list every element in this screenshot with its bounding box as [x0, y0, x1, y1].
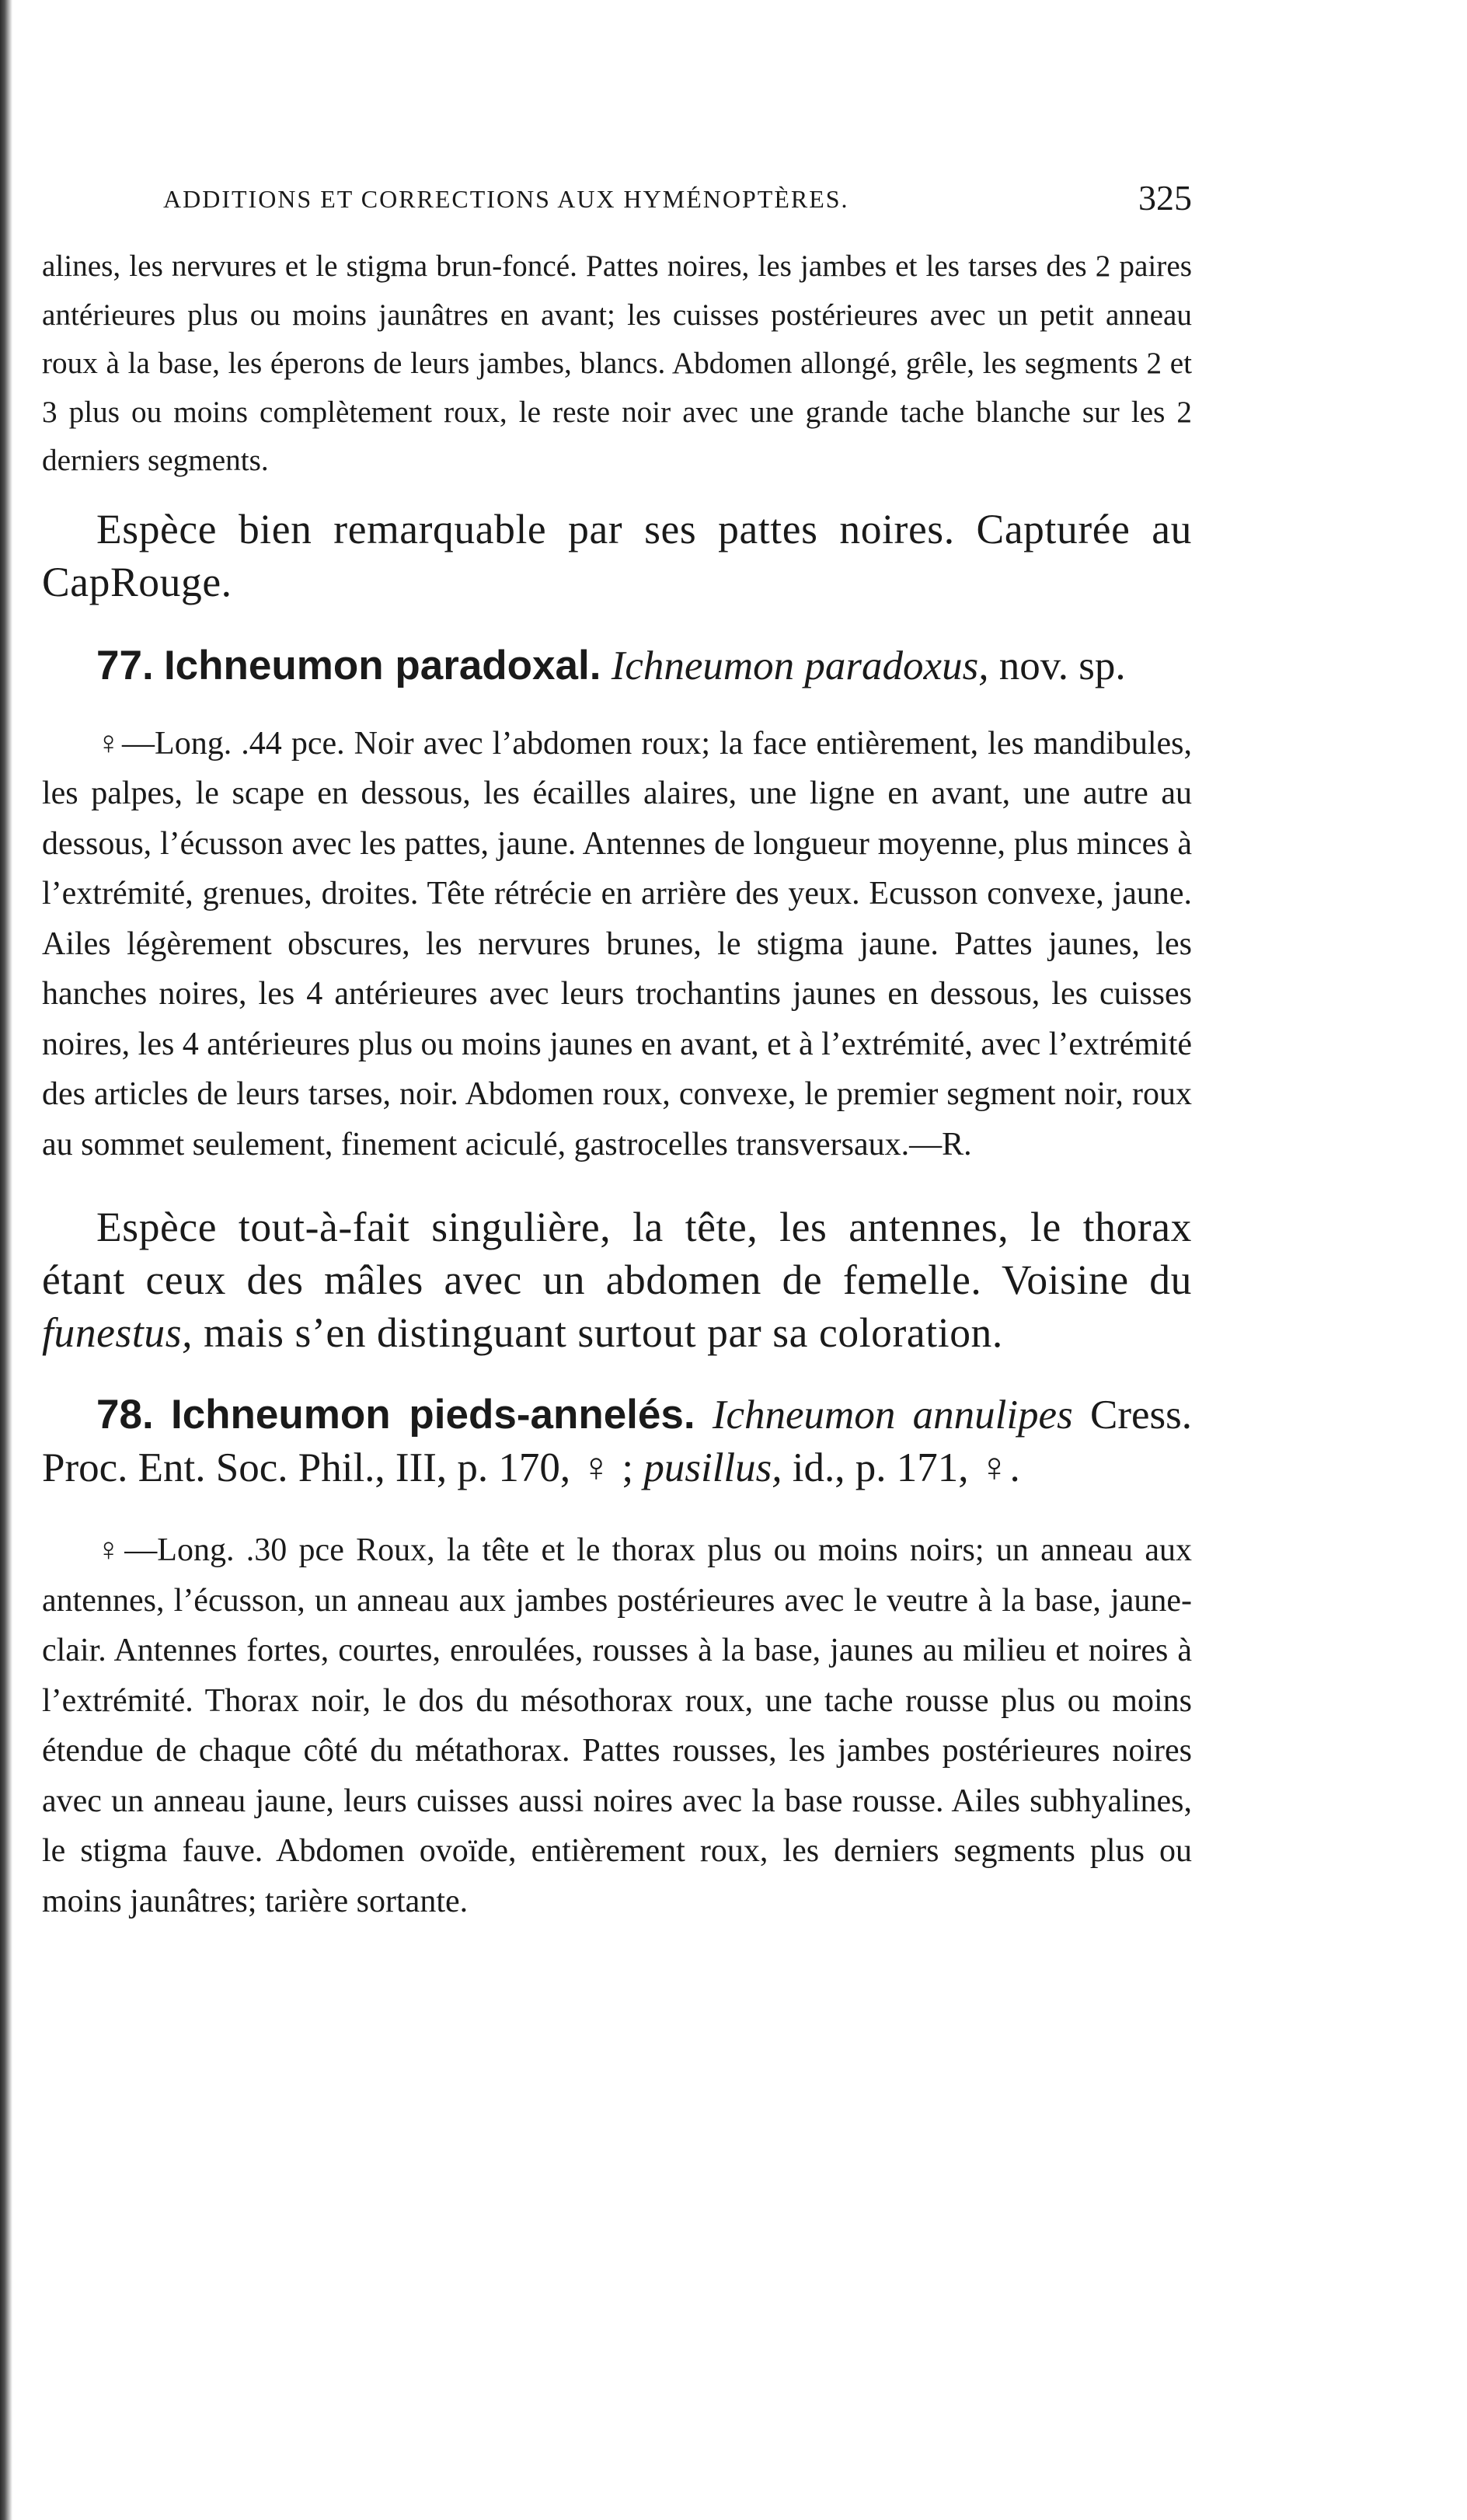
paragraph-diagnosis-78: [42, 1525, 1192, 1926]
species-number: 78.: [96, 1392, 154, 1438]
paragraph-text: ♀—Long. .44 pce. Noir avec l’abdomen roux; la face entièrement, les mandibules, les palpes, le scape en dessous, les écailles alaires, une ligne en avant, une autre au dessous, l’écusson avec les pattes, jaune. Antennes de longueur moyenne, plus minces à l’extrémité, grenues, droites. Tête rétrécie en arrière des yeux. Ecusson convexe, jaune. Ailes légèrement obscures, les nervures brunes, le stigma jaune. Pattes jaunes, les hanches noires, les 4 antérieures avec leurs trochantins jaunes en dessous, les cuisses noires, les 4 antérieures plus ou moins jaunes en avant, et à l’extrémité, avec l’extrémité des articles de leurs tarses, noir. Abdomen roux, convexe, le premier segment noir, roux au sommet seulement, finement aciculé, gastrocelles transversaux.—R.: [42, 725, 1192, 1162]
species-heading-78: [42, 1389, 1192, 1494]
species-latin-name: Ichneumon annulipes: [712, 1392, 1073, 1438]
paragraph-text: Espèce bien remarquable par ses pattes noires. Capturée au CapRouge.: [42, 505, 1192, 605]
paragraph-remark-capture: [42, 503, 1192, 608]
running-title: ADDITIONS ET CORRECTIONS AUX HYMÉNOPTÈRES.: [163, 185, 849, 213]
species-number: 77.: [96, 642, 154, 688]
paragraph-text: ♀—Long. .30 pce Roux, la tête et le thorax plus ou moins noirs; un anneau aux antennes, l’écusson, un anneau aux jambes postérieures avec le veutre à la base, jaune-clair. Antennes fortes, courtes, enroulées, rousses à la base, jaunes au milieu et noires à l’extrémité. Thorax noir, le dos du mésothorax roux, une tache rousse plus ou moins étendue de chaque côté du métathorax. Pattes rousses, les jambes postérieures noires avec un anneau jaune, leurs cuisses aussi noires avec la base rousse. Ailes subhyalines, le stigma fauve. Abdomen ovoïde, entièrement roux, les derniers segments plus ou moins jaunâtres; tarière sortante.: [42, 1532, 1192, 1919]
paragraph-diagnosis-77: [42, 719, 1192, 1170]
species-heading-77: [42, 640, 1192, 692]
species-common-name: Ichneumon pieds-annelés.: [170, 1392, 695, 1438]
species-citation: Cress. Proc. Ent. Soc. Phil., III, p. 170, ♀ ;: [42, 1392, 1193, 1490]
paragraph-remark-77: [42, 1201, 1192, 1359]
page-binding-edge: [0, 0, 12, 2520]
species-latin-name: Ichneumon paradoxus,: [611, 643, 989, 688]
paragraph-text-end: mais s’en distinguant surtout par sa coloration.: [193, 1309, 1003, 1356]
page-header: [152, 177, 1192, 224]
species-reference-italic: funestus,: [42, 1309, 193, 1356]
paragraph-description-continued: [42, 242, 1192, 486]
paragraph-text-start: Espèce tout-à-fait singulière, la tête, les antennes, le thorax étant ceux des mâles avec un abdomen de femelle. Voisine du: [42, 1204, 1192, 1303]
synonym-italic: pusillus,: [643, 1445, 782, 1490]
species-common-name: Ichneumon paradoxal.: [163, 642, 601, 688]
paragraph-text: alines, les nervures et le stigma brun-foncé. Pattes noires, les jambes et les tarses des 2 paires antérieures plus ou moins jaunâtres en avant; les cuisses postérieures avec un petit anneau roux à la base, les éperons de leurs jambes, blancs. Abdomen allongé, grêle, les segments 2 et 3 plus ou moins complètement roux, le reste noir avec une grande tache blanche sur les 2 derniers segments.: [42, 249, 1192, 477]
synonym-citation: id., p. 171, ♀.: [782, 1445, 1020, 1490]
species-status: nov. sp.: [998, 643, 1126, 688]
page-number: 325: [1138, 178, 1192, 218]
page-body: [42, 242, 1192, 1926]
